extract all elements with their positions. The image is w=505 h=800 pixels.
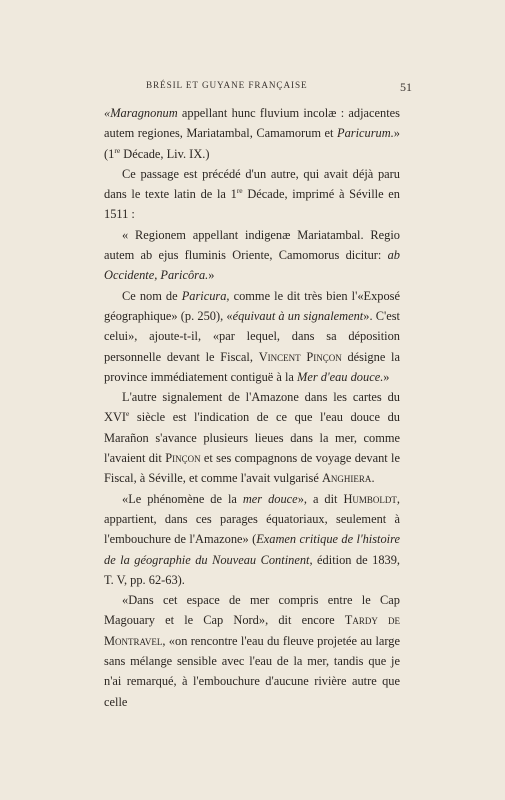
text-run: désigne la province immédiatement contiguë à la [104,349,400,384]
place-name: Mer d'eau douce. [297,369,384,384]
text-run: siècle est l'indication de ce que l'eau douce du Marañon s'avance plusieurs lieues dans la mer, comme l'avaient dit [104,410,400,466]
text-run: « Regionem appellant indigenæ Mariatambal. Regio autem ab ejus fluminis Oriente, Camomorus dicitur: [104,227,400,263]
latin-term: Paricurum. [337,126,394,141]
text-run: » (1 [104,126,400,161]
text-run: , appartient, dans ces parages équatoriaux, seulement à l'embouchure de l'Amazone» ( [104,491,401,547]
text-run: ». C'est celui», ajoute-t-il, «par lequel, dans sa déposition personnelle devant le Fiscal, [104,308,400,364]
text-run: , «on rencontre l'eau du fleuve projetée au large sans mélange sensible avec l'eau de la mer, tandis que je n'ai remarqué, à l'embouchure d'aucune rivière autre que celle [104,633,400,709]
text-run: et ses compagnons de voyage devant le Fiscal, à Séville, et comme l'avait vulgarisé [104,451,400,486]
text-run: appellant hunc fluvium incolæ : adjacentes autem regiones, Mariatambal, Camamorum et [104,106,400,141]
person-name: Pinçon [165,451,201,466]
paragraph [104,590,400,712]
text-run: » [208,268,215,283]
text-run: Ce passage est précédé d'un autre, qui avait déjà paru dans le texte latin de la 1 [104,166,400,202]
place-name: mer douce [242,491,298,506]
body-text [104,103,400,712]
page-number: 51 [400,80,412,94]
text-run: comme le dit très bien l'«Exposé géographique» (p. 250), « [104,288,400,323]
paragraph [104,164,400,225]
latin-quote: «Maragnonum [104,106,178,120]
text-run: » [383,369,390,384]
person-name: Tardy de Montravel [104,613,400,648]
person-name: Vincent Pinçon [258,349,342,364]
book-title: Examen critique de l'histoire de la géographie du Nouveau Continent, [104,532,400,567]
paragraph [104,286,400,387]
text-run: . [371,471,375,486]
text-run: L'autre signalement de l'Amazone dans les cartes du XVI [104,390,400,425]
running-head-title: BRÉSIL ET GUYANE FRANÇAISE [146,80,308,90]
superscript: re [114,145,121,155]
place-name: Paricura, [181,288,230,303]
text-run: Décade, imprimé à Séville en 1511 : [104,187,400,222]
paragraph [104,387,400,488]
text-run: », a dit [297,491,344,506]
paragraph [104,103,400,164]
person-name: Humboldt [343,491,397,506]
text-run: édition de 1839, T. V, pp. 62-63). [104,552,401,587]
quote-italic: équivaut à un signalement [232,308,364,323]
superscript: e [126,409,130,419]
text-run: «Le phénomène de la [122,491,243,506]
text-run: Décade, Liv. IX.) [120,146,210,161]
latin-term: ab Occidente, Paricôra. [104,248,400,283]
superscript: re [236,186,243,196]
text-run: «Dans cet espace de mer compris entre le Cap Magouary et le Cap Nord», dit encore [104,593,400,628]
text-run: Ce nom de [122,288,182,303]
paragraph [104,225,400,286]
paragraph [104,489,400,590]
person-name: Anghiera [321,471,372,486]
